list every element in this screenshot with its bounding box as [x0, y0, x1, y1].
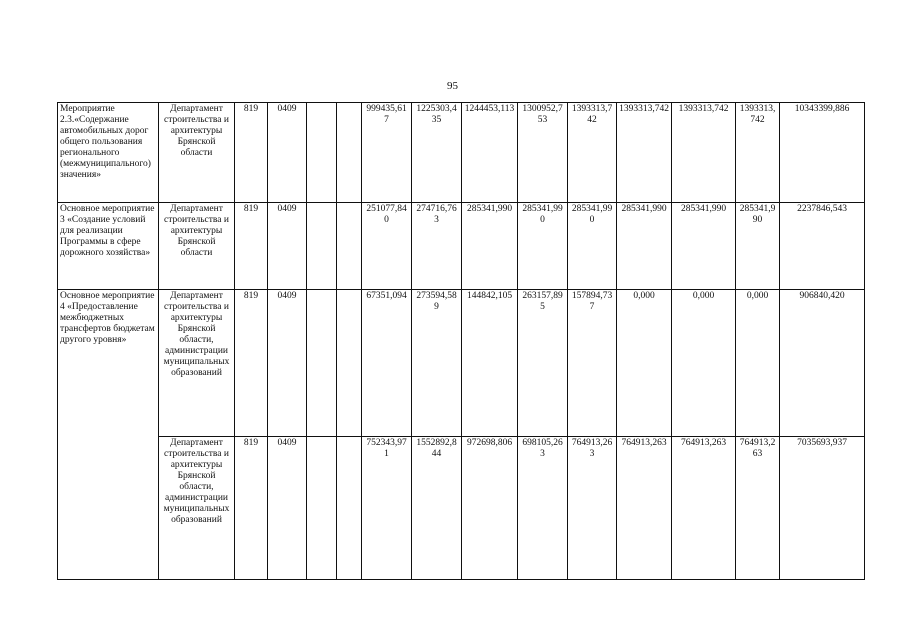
- value-cell: 1393313,742: [568, 103, 617, 203]
- empty-cell: [337, 290, 362, 437]
- department-name: Департамент строительства и архитектуры Брянской области, администрации муниципальных образований: [159, 290, 235, 437]
- value-cell: 144842,105: [462, 290, 518, 437]
- value-cell: 764913,263: [568, 437, 617, 580]
- value-cell: 251077,840: [362, 203, 412, 290]
- section-code: 0409: [268, 103, 307, 203]
- value-cell: 698105,263: [518, 437, 568, 580]
- value-cell: 285341,990: [736, 203, 780, 290]
- empty-cell: [337, 103, 362, 203]
- value-cell: 752343,971: [362, 437, 412, 580]
- measure-name: Мероприятие 2.3.«Содержание автомобильных дорог общего пользования регионального (межмуниципального) значения»: [58, 103, 159, 203]
- value-cell: 1225303,435: [412, 103, 462, 203]
- value-cell: 1393313,742: [672, 103, 736, 203]
- total-cell: 906840,420: [780, 290, 865, 437]
- value-cell: 285341,990: [617, 203, 672, 290]
- total-cell: 2237846,543: [780, 203, 865, 290]
- value-cell: 1552892,844: [412, 437, 462, 580]
- value-cell: 1393313,742: [736, 103, 780, 203]
- value-cell: 999435,617: [362, 103, 412, 203]
- value-cell: 285341,990: [462, 203, 518, 290]
- total-cell: 7035693,937: [780, 437, 865, 580]
- grbs-code: 819: [235, 203, 268, 290]
- measure-name: Основное мероприятие 4 «Предоставление межбюджетных трансфертов бюджетам другого уровня»: [58, 290, 159, 580]
- value-cell: 0,000: [617, 290, 672, 437]
- empty-cell: [307, 290, 337, 437]
- grbs-code: 819: [235, 437, 268, 580]
- table-row: [58, 437, 865, 580]
- value-cell: 274716,763: [412, 203, 462, 290]
- value-cell: 285341,990: [568, 203, 617, 290]
- budget-table: [57, 102, 865, 580]
- total-cell: 10343399,886: [780, 103, 865, 203]
- empty-cell: [337, 203, 362, 290]
- value-cell: 0,000: [672, 290, 736, 437]
- section-code: 0409: [268, 437, 307, 580]
- department-name: Департамент строительства и архитектуры Брянской области: [159, 103, 235, 203]
- grbs-code: 819: [235, 103, 268, 203]
- value-cell: 0,000: [736, 290, 780, 437]
- table-row: [58, 203, 865, 290]
- grbs-code: 819: [235, 290, 268, 437]
- empty-cell: [307, 203, 337, 290]
- value-cell: 764913,263: [736, 437, 780, 580]
- value-cell: 1300952,753: [518, 103, 568, 203]
- section-code: 0409: [268, 290, 307, 437]
- measure-name: Основное мероприятие 3 «Создание условий для реализации Программы в сфере дорожного хозяйства»: [58, 203, 159, 290]
- value-cell: 972698,806: [462, 437, 518, 580]
- value-cell: 67351,094: [362, 290, 412, 437]
- empty-cell: [307, 437, 337, 580]
- value-cell: 764913,263: [617, 437, 672, 580]
- department-name: Департамент строительства и архитектуры Брянской области: [159, 203, 235, 290]
- section-code: 0409: [268, 203, 307, 290]
- table-row: [58, 290, 865, 437]
- page-number: 95: [447, 80, 458, 92]
- empty-cell: [337, 437, 362, 580]
- department-name: Департамент строительства и архитектуры Брянской области, администрации муниципальных образований: [159, 437, 235, 580]
- value-cell: 764913,263: [672, 437, 736, 580]
- value-cell: 285341,990: [518, 203, 568, 290]
- value-cell: 1393313,742: [617, 103, 672, 203]
- value-cell: 273594,589: [412, 290, 462, 437]
- value-cell: 263157,895: [518, 290, 568, 437]
- empty-cell: [307, 103, 337, 203]
- value-cell: 285341,990: [672, 203, 736, 290]
- value-cell: 1244453,113: [462, 103, 518, 203]
- value-cell: 157894,737: [568, 290, 617, 437]
- table-row: [58, 103, 865, 203]
